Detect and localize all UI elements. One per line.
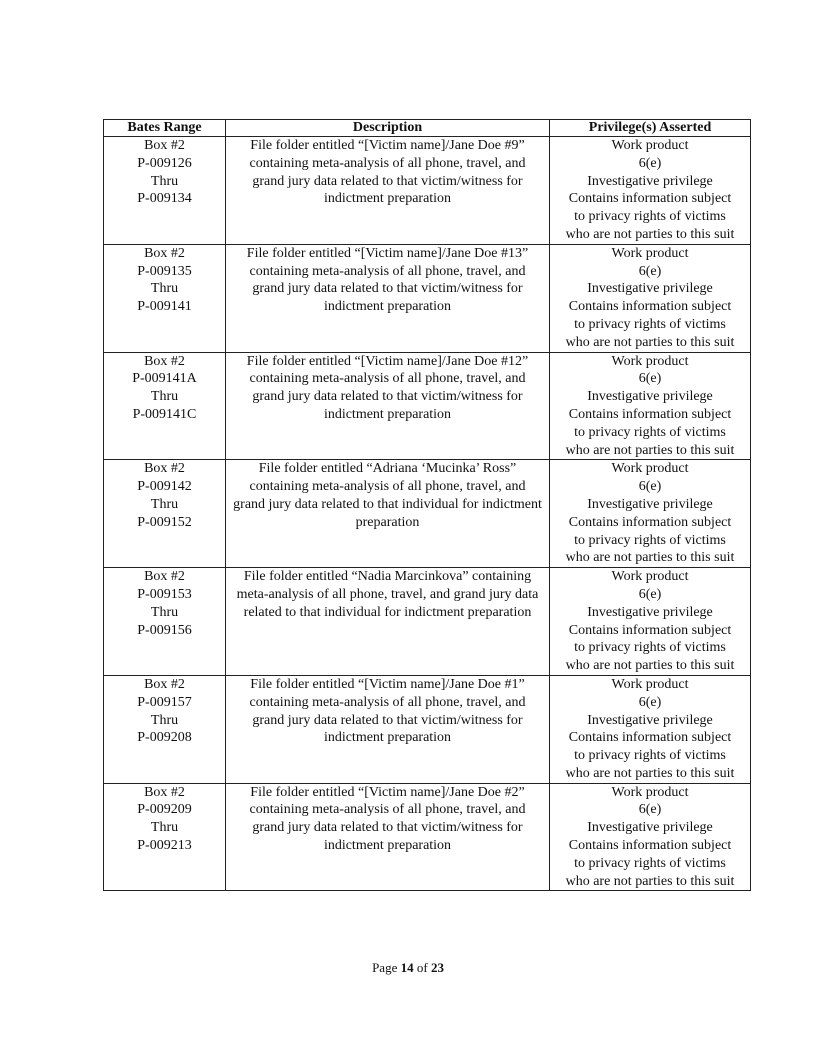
bates-range-line: P-009209 xyxy=(137,802,192,818)
privilege-line: 6(e) xyxy=(638,694,662,710)
bates-range-line: Thru xyxy=(150,173,179,189)
privilege-line: to privacy rights of victims xyxy=(574,209,726,225)
privilege-line: Investigative privilege xyxy=(587,281,713,297)
bates-range-cell xyxy=(104,352,226,460)
page-footer xyxy=(0,960,816,976)
description-text: File folder entitled “[Victim name]/Jane Doe #12” containing meta-analysis of all phone, travel, and grand jury data related to that victim/witness for indictment preparation xyxy=(246,353,529,422)
privilege-line: who are not parties to this suit xyxy=(565,334,735,350)
privileges-cell xyxy=(550,675,751,783)
bates-range-line: P-009141A xyxy=(132,371,197,387)
privilege-line: 6(e) xyxy=(638,155,662,171)
bates-range-line: Thru xyxy=(150,281,179,297)
description-text: File folder entitled “Adriana ‘Mucinka’ Ross” containing meta-analysis of all phone, travel, and grand jury data related to that individual for indictment preparation xyxy=(233,461,542,530)
privilege-line: 6(e) xyxy=(638,586,662,602)
table-row xyxy=(104,675,751,783)
privilege-line: who are not parties to this suit xyxy=(565,658,735,674)
privilege-line: to privacy rights of victims xyxy=(574,855,726,871)
privilege-line: Investigative privilege xyxy=(587,389,713,405)
bates-range-line: Box #2 xyxy=(144,676,185,692)
description-cell xyxy=(226,137,550,245)
privilege-line: who are not parties to this suit xyxy=(565,550,735,566)
bates-range-line: P-009208 xyxy=(137,730,192,746)
privilege-line: Work product xyxy=(611,245,689,261)
bates-range-line: Thru xyxy=(150,820,179,836)
bates-range-line: P-009153 xyxy=(137,586,192,602)
bates-range-cell xyxy=(104,675,226,783)
bates-range-cell xyxy=(104,137,226,245)
of-label: of xyxy=(416,960,428,975)
privilege-line: to privacy rights of victims xyxy=(574,424,726,440)
column-header-description: Description xyxy=(226,120,550,137)
privilege-line: Investigative privilege xyxy=(587,496,713,512)
bates-range-line: P-009141C xyxy=(132,406,197,422)
privilege-line: Investigative privilege xyxy=(587,173,713,189)
privilege-line: Work product xyxy=(611,784,689,800)
description-text: File folder entitled “Nadia Marcinkova” containing meta-analysis of all phone, travel, and grand jury data related to that individual for indictment preparation xyxy=(236,569,539,620)
privilege-line: Work product xyxy=(611,138,689,153)
bates-range-line: Thru xyxy=(150,712,179,728)
privileges-cell xyxy=(550,352,751,460)
bates-range-line: Box #2 xyxy=(144,784,185,800)
privilege-log-table xyxy=(103,119,751,891)
privilege-line: Work product xyxy=(611,353,689,369)
table-header-row xyxy=(104,120,751,137)
privilege-line: 6(e) xyxy=(638,263,662,279)
privileges-cell xyxy=(550,568,751,676)
privileges-cell xyxy=(550,137,751,245)
bates-range-cell xyxy=(104,244,226,352)
bates-range-line: Thru xyxy=(150,389,179,405)
bates-range-line: P-009134 xyxy=(137,191,192,207)
page-label: Page xyxy=(372,960,398,975)
column-header-bates-range: Bates Range xyxy=(104,120,226,137)
bates-range-line: Thru xyxy=(150,496,179,512)
privilege-line: Contains information subject xyxy=(568,838,732,854)
bates-range-line: P-009213 xyxy=(137,838,192,854)
description-text: File folder entitled “[Victim name]/Jane Doe #13” containing meta-analysis of all phone, travel, and grand jury data related to that victim/witness for indictment preparation xyxy=(246,245,529,315)
bates-range-line: P-009157 xyxy=(137,694,192,710)
column-header-privileges: Privilege(s) Asserted xyxy=(550,120,751,137)
privilege-line: Investigative privilege xyxy=(587,820,713,836)
privilege-line: Contains information subject xyxy=(568,730,732,746)
table-row xyxy=(104,568,751,676)
description-text: File folder entitled “[Victim name]/Jane Doe #2” containing meta-analysis of all phone, travel, and grand jury data related to that victim/witness for indictment preparation xyxy=(249,784,526,854)
bates-range-line: P-009152 xyxy=(137,514,192,530)
bates-range-line: Box #2 xyxy=(144,353,185,369)
privilege-line: to privacy rights of victims xyxy=(574,748,726,764)
page-number: 14 xyxy=(400,960,414,975)
bates-range-line: Box #2 xyxy=(144,569,185,585)
bates-range-line: P-009126 xyxy=(137,155,192,171)
privilege-line: to privacy rights of victims xyxy=(574,640,726,656)
description-cell xyxy=(226,568,550,676)
privilege-line: 6(e) xyxy=(638,802,662,818)
table-row xyxy=(104,783,751,891)
bates-range-line: P-009141 xyxy=(137,299,192,315)
privilege-line: who are not parties to this suit xyxy=(565,765,735,781)
bates-range-line: P-009156 xyxy=(137,622,192,638)
bates-range-line: Box #2 xyxy=(144,138,185,153)
description-cell xyxy=(226,244,550,352)
bates-range-line: Box #2 xyxy=(144,245,185,261)
description-cell xyxy=(226,783,550,891)
description-cell xyxy=(226,460,550,568)
privilege-line: Contains information subject xyxy=(568,622,732,638)
privilege-line: 6(e) xyxy=(638,479,662,495)
privilege-line: Work product xyxy=(611,676,689,692)
privilege-line: 6(e) xyxy=(638,371,662,387)
bates-range-line: P-009135 xyxy=(137,263,192,279)
table-row xyxy=(104,244,751,352)
privilege-line: Work product xyxy=(611,461,689,477)
privilege-line: who are not parties to this suit xyxy=(565,226,735,242)
privileges-cell xyxy=(550,783,751,891)
privilege-line: Contains information subject xyxy=(568,514,732,530)
description-text: File folder entitled “[Victim name]/Jane Doe #1” containing meta-analysis of all phone, travel, and grand jury data related to that victim/witness for indictment preparation xyxy=(249,676,526,746)
bates-range-cell xyxy=(104,783,226,891)
table-row xyxy=(104,352,751,460)
bates-range-line: Box #2 xyxy=(144,461,185,477)
privilege-line: to privacy rights of victims xyxy=(574,316,726,332)
bates-range-cell xyxy=(104,568,226,676)
table-body xyxy=(104,137,751,891)
table-row xyxy=(104,460,751,568)
privilege-line: to privacy rights of victims xyxy=(574,532,726,548)
privilege-line: Contains information subject xyxy=(568,191,732,207)
table-row xyxy=(104,137,751,245)
privilege-line: Contains information subject xyxy=(568,406,732,422)
privilege-line: Work product xyxy=(611,569,689,585)
privileges-cell xyxy=(550,244,751,352)
bates-range-line: P-009142 xyxy=(137,479,192,495)
privilege-line: Contains information subject xyxy=(568,299,732,315)
description-text: File folder entitled “[Victim name]/Jane Doe #9” containing meta-analysis of all phone, travel, and grand jury data related to that victim/witness for indictment preparation xyxy=(249,138,526,207)
privilege-line: who are not parties to this suit xyxy=(565,442,735,458)
bates-range-line: Thru xyxy=(150,604,179,620)
page-total: 23 xyxy=(430,960,444,975)
description-cell xyxy=(226,352,550,460)
bates-range-cell xyxy=(104,460,226,568)
privilege-line: Investigative privilege xyxy=(587,712,713,728)
privilege-line: Investigative privilege xyxy=(587,604,713,620)
description-cell xyxy=(226,675,550,783)
privilege-line: who are not parties to this suit xyxy=(565,873,735,889)
privileges-cell xyxy=(550,460,751,568)
